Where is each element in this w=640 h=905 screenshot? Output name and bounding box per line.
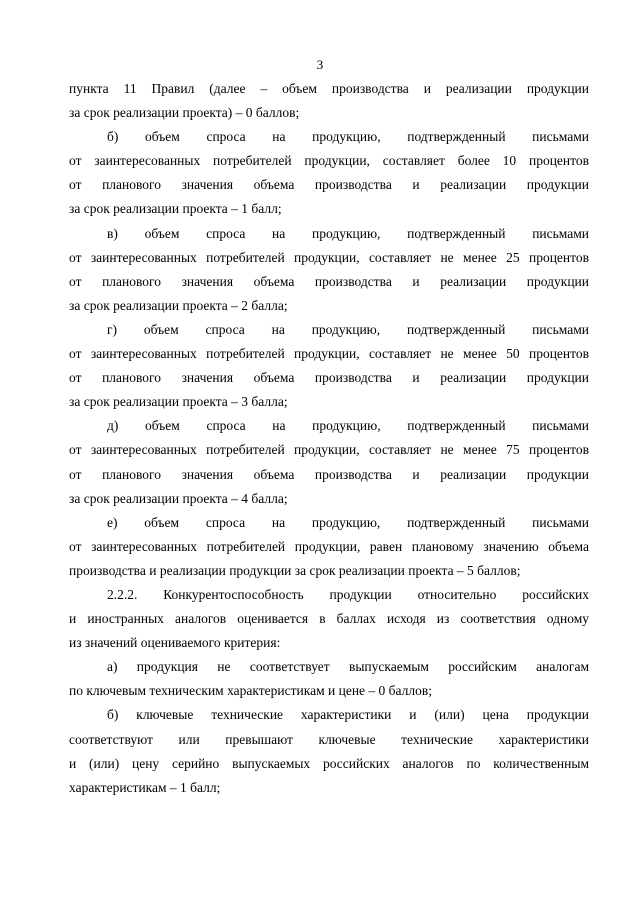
text-line: а) продукция не соответствует выпускаемым российским аналогам [107,659,589,675]
text-line: по ключевым техническим характеристикам и цене – 0 баллов; [69,683,433,699]
page-number: 3 [316,57,324,72]
text-line: 2.2.2. Конкурентоспособность продукции относительно российских [107,586,589,602]
text-line: пункта 11 Правил (далее – объем производства и реализации продукции [69,81,589,96]
text-line: характеристикам – 1 балл; [69,779,221,795]
text-line: д) объем спроса на продукцию, подтвержденный письмами [107,418,589,434]
text-line: производства и реализации продукции за срок реализации проекта – 5 баллов; [69,562,521,578]
text-line: от заинтересованных потребителей продукции, составляет не менее 75 процентов [69,442,589,458]
text-line: от планового значения объема производства и реализации продукции [69,273,589,289]
text-line: от планового значения объема производства и реализации продукции [69,466,589,482]
text-line: за срок реализации проекта – 1 балл; [69,201,282,217]
text-line: за срок реализации проекта – 3 балла; [69,394,288,410]
text-line: от заинтересованных потребителей продукции, равен плановому значению объема [69,538,589,554]
text-line: от заинтересованных потребителей продукции, составляет не менее 50 процентов [69,346,589,362]
text-line: и (или) цену серийно выпускаемых российских аналогов по количественным [69,755,589,771]
text-line: от заинтересованных потребителей продукции, составляет не менее 25 процентов [69,249,589,265]
text-line: г) объем спроса на продукцию, подтвержденный письмами [107,321,589,337]
text-line: от заинтересованных потребителей продукции, составляет более 10 процентов [69,153,589,169]
text-line: и иностранных аналогов оценивается в баллах исходя из соответствия одному [69,611,589,627]
text-line: соответствуют или превышают ключевые технические характеристики [69,731,589,747]
text-line: б) объем спроса на продукцию, подтвержденный письмами [107,129,589,145]
text-line: от планового значения объема производства и реализации продукции [69,177,589,193]
text-line: е) объем спроса на продукцию, подтвержденный письмами [107,514,589,530]
text-line: за срок реализации проекта – 2 балла; [69,297,288,313]
text-line: за срок реализации проекта – 4 балла; [69,490,288,506]
text-line: за срок реализации проекта) – 0 баллов; [69,105,300,121]
text-line: б) ключевые технические характеристики и (или) цена продукции [107,707,589,723]
text-line: из значений оцениваемого критерия: [69,635,281,651]
document-body [69,79,589,802]
text-line: от планового значения объема производства и реализации продукции [69,370,589,386]
text-line: в) объем спроса на продукцию, подтвержденный письмами [107,225,589,241]
